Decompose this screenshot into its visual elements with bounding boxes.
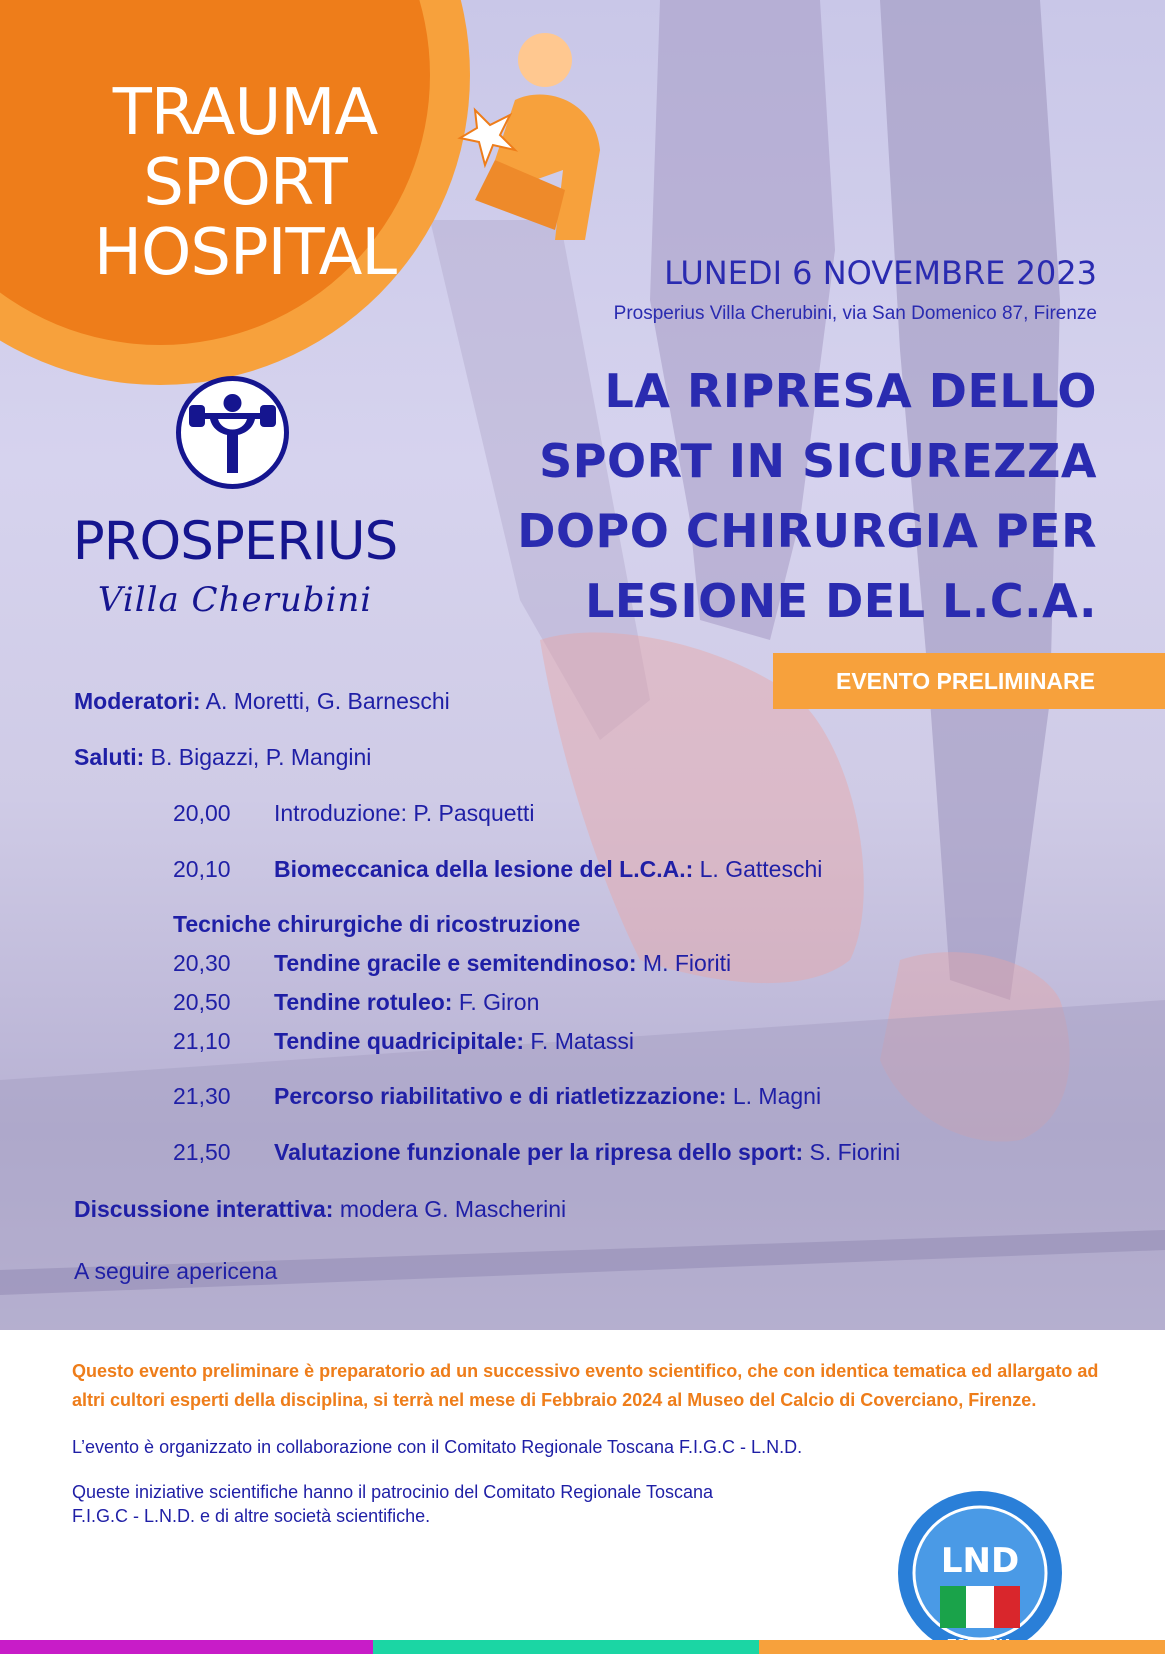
organization-note: L’evento è organizzato in collaborazione con il Comitato Regionale Toscana F.I.G.C - L.N.D. [72, 1437, 803, 1457]
talk-topic: Tendine rotuleo: [274, 989, 453, 1015]
event-title-line: LA RIPRESA DELLO [604, 364, 1097, 418]
badge-title-line: HOSPITAL [93, 216, 397, 290]
schedule-time: 20,50 [173, 989, 231, 1015]
patronage-note: Queste iniziative scientifiche hanno il patrocinio del Comitato Regionale Toscana F.I.G.C - L.N.D. e di altre società scientifiche. [72, 1482, 714, 1526]
greetings-label: Saluti: [74, 744, 145, 770]
event-date: LUNEDI 6 NOVEMBRE 2023 [664, 254, 1097, 292]
talk-speaker: L. Magni [726, 1083, 822, 1109]
event-title-line: DOPO CHIRURGIA PER [517, 504, 1097, 558]
greetings-names: B. Bigazzi, P. Mangini [144, 744, 372, 770]
schedule-talk [274, 987, 539, 1017]
schedule-time: 20,10 [173, 856, 231, 882]
schedule-time: 20,30 [173, 950, 231, 976]
moderators-label: Moderatori: [74, 688, 201, 714]
schedule-time: 21,50 [173, 1139, 231, 1165]
schedule-talk [274, 854, 822, 884]
preliminary-event-label: EVENTO PRELIMINARE [836, 668, 1095, 694]
schedule-talk [274, 1026, 634, 1056]
moderators-names: A. Moretti, G. Barneschi [200, 688, 450, 714]
greetings-line [74, 742, 371, 772]
event-venue: Prosperius Villa Cherubini, via San Domenico 87, Firenze [613, 303, 1097, 324]
talk-speaker: S. Fiorini [803, 1139, 901, 1165]
lnd-acronym: LND [940, 1541, 1020, 1581]
event-title-line: LESIONE DEL L.C.A. [585, 574, 1097, 628]
discussion-label: Discussione interattiva: [74, 1196, 334, 1222]
talk-speaker: L. Gatteschi [693, 856, 823, 882]
brand-subtitle: Villa Cherubini [97, 580, 373, 620]
discussion-moderator: modera G. Mascherini [333, 1196, 567, 1222]
schedule-talk [274, 948, 731, 978]
footer-stripe-teal [373, 1640, 759, 1654]
talk-topic: Tendine quadricipitale: [274, 1028, 525, 1054]
schedule-time: 20,00 [173, 800, 231, 826]
schedule-talk [274, 798, 534, 828]
lnd-toscana-logo [895, 1488, 1065, 1654]
talk-topic: Tendine gracile e semitendinoso: [274, 950, 637, 976]
schedule-talk [274, 1137, 900, 1167]
talk-topic: Biomeccanica della lesione del L.C.A.: [274, 856, 694, 882]
talk-speaker: Introduzione: P. Pasquetti [274, 800, 535, 826]
preliminary-notice: Questo evento preliminare è preparatorio ad un successivo evento scientifico, che con identica tematica ed allargato ad altri cultori esperti della disciplina, si terrà nel mese di Febbraio 2024 al Museo del Calcio di Coverciano, Firenze. [72, 1361, 1099, 1410]
talk-speaker: F. Giron [452, 989, 540, 1015]
schedule-talk [274, 1081, 821, 1111]
footer-stripe-magenta [0, 1640, 373, 1654]
schedule-time: 21,10 [173, 1028, 231, 1054]
badge-title-line: TRAUMA [112, 76, 378, 150]
closing-note: A seguire apericena [74, 1258, 278, 1284]
section-heading [173, 909, 580, 939]
brand-name: PROSPERIUS [72, 511, 398, 572]
discussion-line [74, 1194, 566, 1224]
talk-topic: Valutazione funzionale per la ripresa dello sport: [274, 1139, 804, 1165]
section-heading-text: Tecniche chirurgiche di ricostruzione [173, 911, 581, 937]
moderators-line [74, 686, 450, 716]
talk-speaker: M. Fioriti [636, 950, 732, 976]
event-title-line: SPORT IN SICUREZZA [539, 434, 1097, 488]
schedule-time: 21,30 [173, 1083, 231, 1109]
footer-stripe-orange [759, 1640, 1165, 1654]
badge-title-line: SPORT [143, 146, 347, 220]
talk-topic: Percorso riabilitativo e di riatletizzazione: [274, 1083, 727, 1109]
talk-speaker: F. Matassi [524, 1028, 634, 1054]
